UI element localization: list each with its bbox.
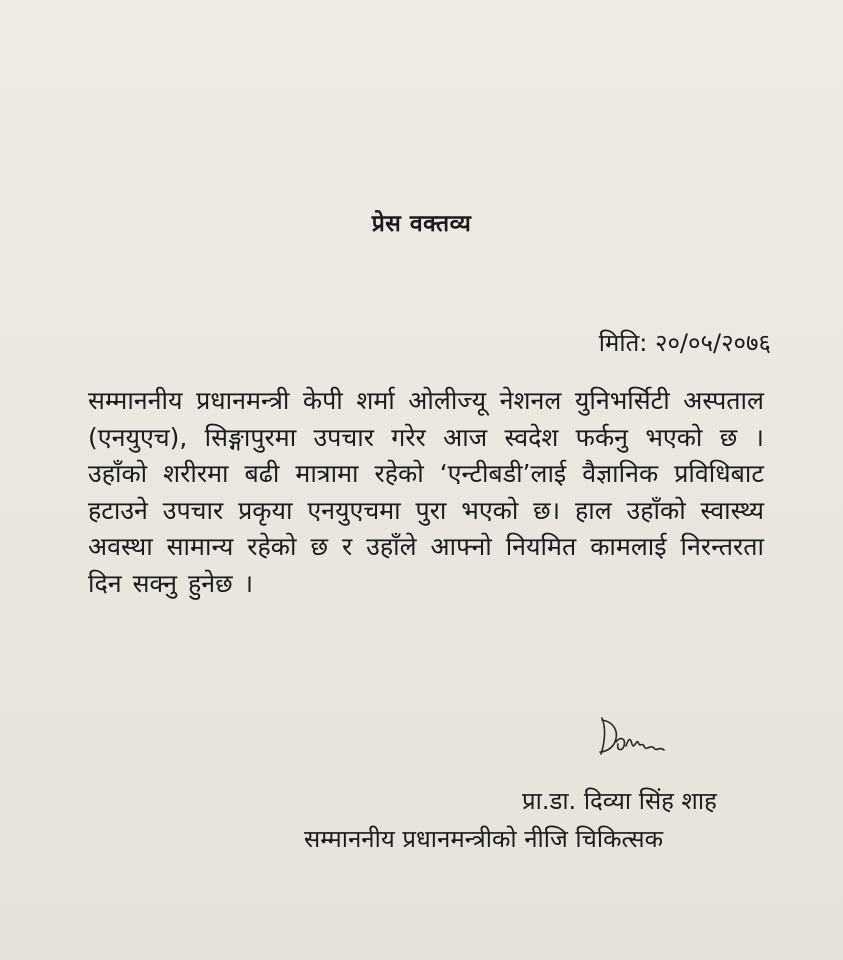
signer-name: प्रा.डा. दिव्या सिंह शाह — [522, 787, 717, 815]
statement-body: सम्माननीय प्रधानमन्त्री केपी शर्मा ओलीज्यू नेशनल युनिभर्सिटी अस्पताल (एनयुएच), सिङ्गापुरमा उपचार गरेर आज स्वदेश फर्कनु भएको छ । उहाँको शरीरमा बढी मात्रामा रहेको ‘एन्टीबडी’लाई वैज्ञानिक प्रविधिबाट हटाउने उपचार प्रकृया एनयुएचमा पुरा भएको छ। हाल उहाँको स्वास्थ्य अवस्था सामान्य रहेको छ र उहाँले आफ्नो नियमित कामलाई निरन्तरता दिन सक्नु हुनेछ । — [88, 386, 764, 598]
signer-title: सम्माननीय प्रधानमन्त्रीको नीजि चिकित्सक — [304, 825, 664, 853]
document-date: मिति: २०/०५/२०७६ — [598, 329, 771, 357]
document-title: प्रेस वक्तव्य — [371, 211, 472, 237]
handwritten-signature — [592, 708, 672, 768]
